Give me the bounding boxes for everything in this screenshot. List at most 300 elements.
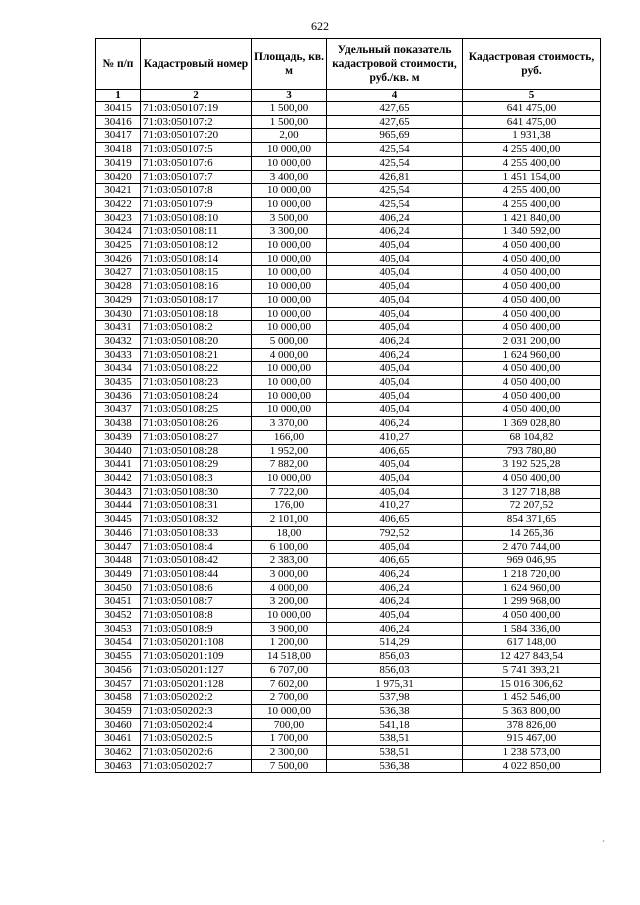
cell-row-number: 30439 [96,430,141,444]
table-row [96,376,601,390]
cell-cadastral-value: 617 148,00 [463,636,601,650]
cell-area: 10 000,00 [252,197,327,211]
cell-cadastral-number: 71:03:050108:23 [141,376,252,390]
cell-cadastral-value: 1 931,38 [463,129,601,143]
cell-row-number: 30444 [96,499,141,513]
cell-row-number: 30446 [96,526,141,540]
cell-cadastral-number: 71:03:050107:2 [141,115,252,129]
cell-row-number: 30433 [96,348,141,362]
cell-row-number: 30447 [96,540,141,554]
cell-cadastral-value: 378 826,00 [463,718,601,732]
table-row [96,636,601,650]
cell-cadastral-number: 71:03:050108:17 [141,293,252,307]
cell-cadastral-number: 71:03:050108:20 [141,334,252,348]
table-row [96,759,601,773]
cell-cadastral-value: 1 299 968,00 [463,595,601,609]
table-header-row [96,39,601,90]
cell-row-number: 30426 [96,252,141,266]
cell-cadastral-number: 71:03:050107:9 [141,197,252,211]
cell-row-number: 30456 [96,663,141,677]
cell-cadastral-number: 71:03:050108:2 [141,321,252,335]
table-row [96,704,601,718]
cell-area: 3 300,00 [252,225,327,239]
cell-cadastral-value: 5 741 393,21 [463,663,601,677]
cell-cadastral-value: 4 050 400,00 [463,252,601,266]
table-row [96,389,601,403]
table-row [96,650,601,664]
table-row [96,102,601,116]
cell-row-number: 30454 [96,636,141,650]
table-row [96,184,601,198]
column-number: 3 [252,90,327,102]
cell-cadastral-value: 4 050 400,00 [463,471,601,485]
header-cadastral-number: Кадастровый номер [141,39,252,90]
cell-cadastral-number: 71:03:050108:12 [141,239,252,253]
cell-unit-value: 405,04 [327,485,463,499]
cell-cadastral-number: 71:03:050108:30 [141,485,252,499]
cell-unit-value: 406,24 [327,567,463,581]
table-row [96,334,601,348]
cell-cadastral-value: 4 255 400,00 [463,143,601,157]
cell-cadastral-number: 71:03:050201:109 [141,650,252,664]
cell-cadastral-value: 1 452 546,00 [463,691,601,705]
cell-area: 1 700,00 [252,732,327,746]
cell-area: 3 500,00 [252,211,327,225]
table-row [96,526,601,540]
cell-row-number: 30427 [96,266,141,280]
cell-row-number: 30463 [96,759,141,773]
cell-cadastral-number: 71:03:050202:6 [141,746,252,760]
cell-cadastral-value: 793 780,80 [463,444,601,458]
cell-area: 10 000,00 [252,156,327,170]
cell-unit-value: 405,04 [327,293,463,307]
cell-unit-value: 406,24 [327,622,463,636]
cell-row-number: 30451 [96,595,141,609]
cell-row-number: 30458 [96,691,141,705]
cell-unit-value: 425,54 [327,143,463,157]
cell-area: 10 000,00 [252,307,327,321]
cell-area: 10 000,00 [252,143,327,157]
table-row [96,732,601,746]
cell-area: 10 000,00 [252,239,327,253]
cell-cadastral-value: 4 255 400,00 [463,197,601,211]
table-row [96,513,601,527]
cell-area: 10 000,00 [252,184,327,198]
cell-row-number: 30459 [96,704,141,718]
table-row [96,691,601,705]
cell-cadastral-number: 71:03:050108:8 [141,609,252,623]
cell-unit-value: 410,27 [327,430,463,444]
cell-cadastral-value: 4 022 850,00 [463,759,601,773]
table-row [96,609,601,623]
cell-unit-value: 406,24 [327,581,463,595]
table-row [96,280,601,294]
cell-unit-value: 965,69 [327,129,463,143]
cell-unit-value: 405,04 [327,376,463,390]
cell-unit-value: 425,54 [327,184,463,198]
cell-cadastral-number: 71:03:050107:8 [141,184,252,198]
header-row-number: № п/п [96,39,141,90]
cell-unit-value: 405,04 [327,321,463,335]
cell-row-number: 30429 [96,293,141,307]
cell-row-number: 30420 [96,170,141,184]
cell-unit-value: 405,04 [327,540,463,554]
cell-area: 2 101,00 [252,513,327,527]
cell-cadastral-number: 71:03:050108:16 [141,280,252,294]
cell-cadastral-value: 1 624 960,00 [463,348,601,362]
cell-cadastral-value: 4 255 400,00 [463,184,601,198]
cell-cadastral-value: 1 340 592,00 [463,225,601,239]
cell-area: 10 000,00 [252,362,327,376]
cell-cadastral-number: 71:03:050107:20 [141,129,252,143]
cell-cadastral-value: 915 467,00 [463,732,601,746]
cell-cadastral-value: 4 050 400,00 [463,239,601,253]
cell-row-number: 30428 [96,280,141,294]
cell-cadastral-value: 4 050 400,00 [463,280,601,294]
cell-cadastral-value: 4 050 400,00 [463,307,601,321]
cell-unit-value: 541,18 [327,718,463,732]
cell-area: 10 000,00 [252,704,327,718]
cell-unit-value: 406,24 [327,334,463,348]
cell-area: 2,00 [252,129,327,143]
cell-area: 5 000,00 [252,334,327,348]
pen-mark: ˊ [602,839,605,849]
cell-cadastral-value: 1 584 336,00 [463,622,601,636]
cell-cadastral-value: 4 255 400,00 [463,156,601,170]
table-row [96,417,601,431]
table-row [96,129,601,143]
cell-area: 700,00 [252,718,327,732]
cell-unit-value: 406,24 [327,225,463,239]
cell-cadastral-number: 71:03:050108:9 [141,622,252,636]
cell-row-number: 30435 [96,376,141,390]
cell-unit-value: 405,04 [327,471,463,485]
cell-area: 7 602,00 [252,677,327,691]
cell-cadastral-number: 71:03:050202:2 [141,691,252,705]
cell-cadastral-number: 71:03:050108:27 [141,430,252,444]
cell-cadastral-value: 4 050 400,00 [463,362,601,376]
cell-row-number: 30448 [96,554,141,568]
header-unit-value: Удельный показатель кадастровой стоимости, руб./кв. м [327,39,463,90]
cell-row-number: 30432 [96,334,141,348]
cell-row-number: 30417 [96,129,141,143]
cell-unit-value: 405,04 [327,280,463,294]
table-row [96,430,601,444]
cell-unit-value: 405,04 [327,362,463,376]
cell-unit-value: 792,52 [327,526,463,540]
cadastral-value-table [95,38,601,773]
table-row [96,211,601,225]
cell-cadastral-number: 71:03:050201:128 [141,677,252,691]
cell-row-number: 30452 [96,609,141,623]
cell-cadastral-number: 71:03:050107:19 [141,102,252,116]
cell-area: 7 882,00 [252,458,327,472]
cell-area: 6 707,00 [252,663,327,677]
cell-cadastral-number: 71:03:050108:18 [141,307,252,321]
cell-row-number: 30460 [96,718,141,732]
cell-unit-value: 1 975,31 [327,677,463,691]
table-row [96,362,601,376]
cell-area: 2 700,00 [252,691,327,705]
cell-cadastral-value: 1 238 573,00 [463,746,601,760]
table-row [96,677,601,691]
cell-cadastral-number: 71:03:050108:10 [141,211,252,225]
page-number: 622 [311,19,329,33]
cell-cadastral-number: 71:03:050107:5 [141,143,252,157]
cell-unit-value: 406,24 [327,348,463,362]
table-row [96,499,601,513]
cell-unit-value: 425,54 [327,156,463,170]
cell-cadastral-number: 71:03:050108:6 [141,581,252,595]
cell-unit-value: 406,24 [327,595,463,609]
cell-cadastral-number: 71:03:050108:29 [141,458,252,472]
cell-unit-value: 536,38 [327,759,463,773]
cell-cadastral-value: 3 192 525,28 [463,458,601,472]
cell-area: 3 370,00 [252,417,327,431]
table-body [96,102,601,773]
cell-area: 1 500,00 [252,102,327,116]
cell-unit-value: 406,24 [327,417,463,431]
cell-cadastral-value: 4 050 400,00 [463,293,601,307]
cell-cadastral-value: 641 475,00 [463,102,601,116]
column-number-row [96,90,601,102]
cell-area: 18,00 [252,526,327,540]
cell-cadastral-number: 71:03:050202:5 [141,732,252,746]
cell-area: 4 000,00 [252,581,327,595]
cell-cadastral-number: 71:03:050202:7 [141,759,252,773]
cell-cadastral-number: 71:03:050108:32 [141,513,252,527]
cell-row-number: 30441 [96,458,141,472]
cell-area: 10 000,00 [252,389,327,403]
cell-area: 7 500,00 [252,759,327,773]
cell-cadastral-value: 4 050 400,00 [463,266,601,280]
cell-cadastral-number: 71:03:050108:7 [141,595,252,609]
cell-row-number: 30445 [96,513,141,527]
table-row [96,170,601,184]
table-row [96,239,601,253]
cell-unit-value: 406,65 [327,513,463,527]
cell-cadastral-value: 854 371,65 [463,513,601,527]
table-row [96,581,601,595]
cell-cadastral-number: 71:03:050108:14 [141,252,252,266]
cell-row-number: 30436 [96,389,141,403]
cell-unit-value: 406,65 [327,444,463,458]
cell-area: 1 952,00 [252,444,327,458]
cell-row-number: 30440 [96,444,141,458]
table-row [96,403,601,417]
table-row [96,197,601,211]
cell-unit-value: 405,04 [327,403,463,417]
cell-cadastral-number: 71:03:050108:15 [141,266,252,280]
cell-area: 3 900,00 [252,622,327,636]
cell-row-number: 30453 [96,622,141,636]
cell-unit-value: 405,04 [327,266,463,280]
column-number: 5 [463,90,601,102]
cell-area: 10 000,00 [252,252,327,266]
cell-row-number: 30424 [96,225,141,239]
cell-cadastral-number: 71:03:050202:4 [141,718,252,732]
cell-row-number: 30462 [96,746,141,760]
table-row [96,554,601,568]
cell-cadastral-number: 71:03:050108:25 [141,403,252,417]
cell-unit-value: 405,04 [327,389,463,403]
table-row [96,485,601,499]
cell-unit-value: 406,24 [327,211,463,225]
cell-row-number: 30443 [96,485,141,499]
cell-row-number: 30434 [96,362,141,376]
cell-row-number: 30437 [96,403,141,417]
cell-cadastral-value: 641 475,00 [463,115,601,129]
table-row [96,718,601,732]
cell-cadastral-number: 71:03:050108:33 [141,526,252,540]
cell-cadastral-value: 4 050 400,00 [463,321,601,335]
header-area: Площадь, кв. м [252,39,327,90]
column-number: 1 [96,90,141,102]
table-row [96,156,601,170]
cell-unit-value: 426,81 [327,170,463,184]
cell-area: 10 000,00 [252,321,327,335]
cell-area: 3 400,00 [252,170,327,184]
cell-unit-value: 405,04 [327,252,463,266]
cell-cadastral-number: 71:03:050202:3 [141,704,252,718]
table-row [96,225,601,239]
cell-unit-value: 536,38 [327,704,463,718]
table-row [96,595,601,609]
cell-row-number: 30425 [96,239,141,253]
cell-row-number: 30415 [96,102,141,116]
table-row [96,348,601,362]
cell-area: 10 000,00 [252,376,327,390]
cell-row-number: 30457 [96,677,141,691]
cell-unit-value: 538,51 [327,732,463,746]
cell-cadastral-number: 71:03:050201:108 [141,636,252,650]
cell-row-number: 30423 [96,211,141,225]
table-row [96,252,601,266]
table-row [96,471,601,485]
cell-cadastral-number: 71:03:050201:127 [141,663,252,677]
cell-cadastral-number: 71:03:050108:31 [141,499,252,513]
cell-unit-value: 427,65 [327,102,463,116]
cell-area: 10 000,00 [252,293,327,307]
cell-area: 7 722,00 [252,485,327,499]
cell-row-number: 30431 [96,321,141,335]
cell-cadastral-value: 1 369 028,80 [463,417,601,431]
cell-area: 10 000,00 [252,266,327,280]
cell-cadastral-value: 4 050 400,00 [463,609,601,623]
cell-cadastral-number: 71:03:050108:22 [141,362,252,376]
table-row [96,663,601,677]
cell-area: 6 100,00 [252,540,327,554]
cell-unit-value: 538,51 [327,746,463,760]
table-row [96,143,601,157]
cell-cadastral-value: 2 031 200,00 [463,334,601,348]
cell-cadastral-number: 71:03:050108:44 [141,567,252,581]
cell-unit-value: 427,65 [327,115,463,129]
cell-area: 14 518,00 [252,650,327,664]
cell-area: 2 383,00 [252,554,327,568]
column-number: 2 [141,90,252,102]
cell-cadastral-value: 3 127 718,88 [463,485,601,499]
cell-unit-value: 425,54 [327,197,463,211]
cell-area: 10 000,00 [252,471,327,485]
cell-area: 3 000,00 [252,567,327,581]
table-row [96,115,601,129]
cell-cadastral-number: 71:03:050108:26 [141,417,252,431]
cell-unit-value: 405,04 [327,239,463,253]
cell-area: 176,00 [252,499,327,513]
cell-area: 10 000,00 [252,609,327,623]
cell-cadastral-value: 1 624 960,00 [463,581,601,595]
table-row [96,266,601,280]
table-row [96,321,601,335]
cell-cadastral-value: 4 050 400,00 [463,389,601,403]
cell-row-number: 30430 [96,307,141,321]
cell-area: 166,00 [252,430,327,444]
cell-cadastral-value: 2 470 744,00 [463,540,601,554]
cell-cadastral-value: 14 265,36 [463,526,601,540]
cell-cadastral-number: 71:03:050108:28 [141,444,252,458]
cell-unit-value: 856,03 [327,650,463,664]
header-cadastral-value: Кадастровая стоимость, руб. [463,39,601,90]
cell-unit-value: 514,29 [327,636,463,650]
table-row [96,458,601,472]
cell-unit-value: 406,65 [327,554,463,568]
cell-row-number: 30461 [96,732,141,746]
cell-row-number: 30421 [96,184,141,198]
cell-row-number: 30418 [96,143,141,157]
table-row [96,293,601,307]
cell-cadastral-number: 71:03:050108:4 [141,540,252,554]
cell-cadastral-value: 1 451 154,00 [463,170,601,184]
column-number: 4 [327,90,463,102]
cell-area: 10 000,00 [252,403,327,417]
cell-cadastral-number: 71:03:050108:3 [141,471,252,485]
cell-row-number: 30450 [96,581,141,595]
cell-cadastral-number: 71:03:050108:24 [141,389,252,403]
cell-unit-value: 405,04 [327,458,463,472]
table-row [96,746,601,760]
cell-cadastral-number: 71:03:050108:11 [141,225,252,239]
cell-cadastral-value: 68 104,82 [463,430,601,444]
cell-unit-value: 405,04 [327,609,463,623]
cell-row-number: 30442 [96,471,141,485]
cell-row-number: 30455 [96,650,141,664]
cell-cadastral-value: 969 046,95 [463,554,601,568]
cell-cadastral-number: 71:03:050108:42 [141,554,252,568]
cell-unit-value: 410,27 [327,499,463,513]
cell-area: 1 500,00 [252,115,327,129]
table-row [96,444,601,458]
table-row [96,307,601,321]
cell-cadastral-number: 71:03:050108:21 [141,348,252,362]
table-row [96,622,601,636]
cell-unit-value: 537,98 [327,691,463,705]
cell-unit-value: 856,03 [327,663,463,677]
table-row [96,540,601,554]
cell-cadastral-value: 1 218 720,00 [463,567,601,581]
cell-row-number: 30416 [96,115,141,129]
cell-cadastral-value: 12 427 843,54 [463,650,601,664]
cell-row-number: 30438 [96,417,141,431]
cell-row-number: 30422 [96,197,141,211]
cell-cadastral-value: 1 421 840,00 [463,211,601,225]
cell-cadastral-number: 71:03:050107:6 [141,156,252,170]
cell-cadastral-value: 15 016 306,62 [463,677,601,691]
cell-area: 2 300,00 [252,746,327,760]
cell-cadastral-number: 71:03:050107:7 [141,170,252,184]
cell-cadastral-value: 5 363 800,00 [463,704,601,718]
cell-row-number: 30419 [96,156,141,170]
